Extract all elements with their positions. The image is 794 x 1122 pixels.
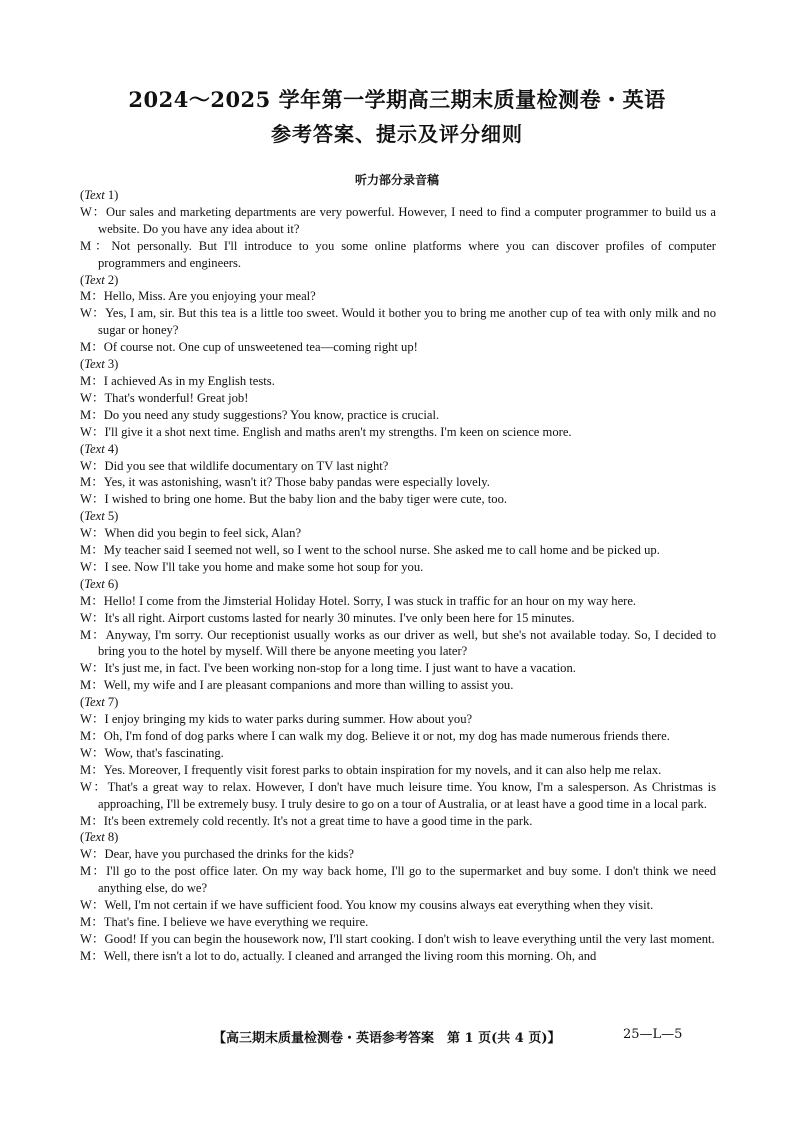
speaker-label: M：	[80, 678, 104, 693]
text-label-word: Text	[84, 576, 105, 591]
dialogue-text: Oh, I'm fond of dog parks where I can walk my dog. Believe it or not, my dog has made numerous friends there.	[103, 729, 670, 743]
dialogue-line	[80, 677, 716, 694]
speaker-label: M：	[80, 593, 104, 608]
dialogue-line	[80, 288, 716, 305]
text-label-word: Text	[84, 188, 105, 202]
dialogue-line	[80, 762, 716, 779]
dialogue-line	[80, 305, 716, 339]
speaker-label: M：	[80, 914, 104, 929]
speaker-label: W：	[80, 661, 105, 676]
document-title: 2024～2025 学年第一学期高三期末质量检测卷・英语	[128, 87, 666, 112]
speaker-label: W：	[80, 492, 105, 507]
dialogue-text: Hello! I come from the Jimsterial Holiday Hotel. Sorry, I was stuck in traffic for an hour on my way here.	[103, 593, 637, 608]
speaker-label: W：	[80, 306, 106, 321]
dialogue-line	[80, 339, 716, 356]
dialogue-text: Wow, that's fascinating.	[104, 745, 224, 760]
speaker-label: W：	[80, 745, 105, 760]
text-label	[80, 356, 716, 373]
dialogue-line	[80, 458, 716, 475]
dialogue-line	[80, 728, 716, 745]
speaker-label: W：	[80, 931, 105, 946]
speaker-label: M：	[80, 238, 112, 253]
speaker-label: M：	[80, 627, 106, 642]
text-label-open: (	[80, 830, 85, 845]
text-label-open: (	[80, 695, 85, 710]
text-label-open: (	[80, 357, 85, 372]
dialogue-line	[80, 610, 716, 627]
dialogue-text: Not personally. But I'll introduce to you some online platforms where you can discover profiles of computer programmers and engineers.	[98, 238, 716, 270]
text-label	[80, 694, 716, 711]
speaker-label: W：	[80, 458, 105, 473]
dialogue-line	[80, 931, 716, 948]
dialogue-text: That's a great way to relax. However, I don't have much leisure time. You know, I'm a salesperson. As Christmas is approaching, I'll be extremely busy. I truly desire to go on a tour of Australia, or at least have a good time in a local park.	[98, 779, 716, 811]
dialogue-text: It's all right. Airport customs lasted for nearly 30 minutes. I've only been here for 15 minutes.	[104, 610, 575, 625]
footer-code: 25—L—5	[623, 1027, 683, 1042]
dialogue-text: I achieved As in my English tests.	[103, 373, 275, 388]
dialogue-line	[80, 813, 716, 830]
speaker-label: M：	[80, 813, 104, 828]
speaker-label: M：	[80, 948, 104, 963]
speaker-label: W：	[80, 424, 105, 439]
speaker-label: W：	[80, 898, 105, 913]
speaker-label: M：	[80, 864, 107, 879]
text-label-open: (	[80, 441, 85, 456]
speaker-label: W：	[80, 559, 105, 574]
dialogue-line	[80, 660, 716, 677]
text-label-word: Text	[84, 272, 105, 287]
dialogue-text: I wished to bring one home. But the baby lion and the baby tiger were cute, too.	[104, 492, 508, 507]
dialogue-text: I enjoy bringing my kids to water parks during summer. How about you?	[104, 712, 473, 727]
listening-transcript	[80, 187, 716, 965]
dialogue-line	[80, 846, 716, 863]
text-label-word: Text	[84, 509, 105, 524]
text-label	[80, 829, 716, 846]
speaker-label: M：	[80, 762, 104, 777]
text-label-word: Text	[84, 441, 105, 456]
dialogue-line	[80, 491, 716, 508]
speaker-label: W：	[80, 712, 105, 727]
dialogue-line	[80, 474, 716, 491]
dialogue-text: Yes. Moreover, I frequently visit forest parks to obtain inspiration for my novels, and it can also help me relax.	[103, 762, 662, 777]
dialogue-line	[80, 525, 716, 542]
dialogue-text: That's wonderful! Great job!	[104, 390, 249, 405]
text-label	[80, 576, 716, 593]
speaker-label: M：	[80, 729, 104, 743]
dialogue-line	[80, 779, 716, 813]
text-label-word: Text	[84, 357, 105, 372]
text-label	[80, 272, 716, 289]
dialogue-text: Our sales and marketing departments are very powerful. However, I need to find a computer programmer to build us a website. Do you have any idea about it?	[98, 204, 716, 236]
dialogue-text: It's just me, in fact. I've been working non-stop for a long time. I just want to have a vacation.	[104, 661, 576, 676]
dialogue-line	[80, 373, 716, 390]
dialogue-text: I'll go to the post office later. On my way back home, I'll go to the supermarket and buy some. I don't think we need anything else, do we?	[98, 864, 716, 896]
dialogue-line	[80, 745, 716, 762]
speaker-label: W：	[80, 526, 105, 541]
dialogue-text: I see. Now I'll take you home and make some hot soup for you.	[104, 559, 424, 574]
text-label	[80, 441, 716, 458]
dialogue-line	[80, 238, 716, 272]
text-label-number: 2)	[104, 272, 119, 287]
text-label-word: Text	[84, 695, 105, 710]
text-label-number: 3)	[104, 357, 119, 372]
dialogue-text: Hello, Miss. Are you enjoying your meal?	[103, 289, 316, 304]
speaker-label: M：	[80, 340, 104, 355]
text-label-number: 4)	[104, 441, 119, 456]
speaker-label: W：	[80, 779, 108, 794]
dialogue-text: Anyway, I'm sorry. Our receptionist usually works as our driver as well, but she's not available today. So, I decided to bring you to the hotel by myself. Will there be anyone meeting you later?	[98, 627, 716, 659]
section-title: 听力部分录音稿	[354, 173, 439, 187]
dialogue-text: Good! If you can begin the housework now, I'll start cooking. I don't wish to leave everything until the very last moment.	[104, 931, 715, 946]
dialogue-line	[80, 863, 716, 897]
speaker-label: W：	[80, 204, 106, 219]
speaker-label: W：	[80, 610, 105, 625]
dialogue-text: Of course not. One cup of unsweetened tea—coming right up!	[103, 340, 418, 355]
dialogue-line	[80, 948, 716, 965]
dialogue-line	[80, 627, 716, 661]
speaker-label: M：	[80, 407, 104, 422]
dialogue-text: Well, I'm not certain if we have sufficient food. You know my cousins always eat everything when they visit.	[104, 898, 654, 913]
speaker-label: M：	[80, 475, 104, 490]
speaker-label: M：	[80, 289, 104, 304]
dialogue-text: That's fine. I believe we have everything we require.	[103, 914, 369, 929]
dialogue-line	[80, 897, 716, 914]
dialogue-text: Dear, have you purchased the drinks for the kids?	[104, 847, 355, 862]
dialogue-line	[80, 593, 716, 610]
dialogue-line	[80, 559, 716, 576]
dialogue-text: My teacher said I seemed not well, so I went to the school nurse. She asked me to call home and be picked up.	[103, 543, 660, 558]
text-label-open: (	[80, 272, 85, 287]
dialogue-text: Did you see that wildlife documentary on TV last night?	[104, 458, 389, 473]
text-label-open: (	[80, 576, 85, 591]
dialogue-text: Yes, it was astonishing, wasn't it? Those baby pandas were especially lovely.	[103, 475, 490, 490]
text-label	[80, 187, 716, 204]
dialogue-line	[80, 711, 716, 728]
speaker-label: W：	[80, 390, 105, 405]
dialogue-line	[80, 390, 716, 407]
text-label-number: 6)	[104, 576, 119, 591]
dialogue-text: Do you need any study suggestions? You know, practice is crucial.	[103, 407, 440, 422]
dialogue-text: Well, there isn't a lot to do, actually. I cleaned and arranged the living room this morning. Oh, and	[103, 948, 597, 963]
text-label-number: 1)	[104, 188, 119, 202]
text-label-open: (	[80, 509, 85, 524]
dialogue-text: It's been extremely cold recently. It's not a great time to have a good time in the park.	[103, 813, 533, 828]
text-label-open: (	[80, 188, 85, 202]
text-label-number: 5)	[104, 509, 119, 524]
text-label-number: 7)	[104, 695, 119, 710]
text-label-number: 8)	[104, 830, 119, 845]
dialogue-line	[80, 542, 716, 559]
dialogue-text: Yes, I am, sir. But this tea is a little too sweet. Would it bother you to bring me another cup of tea with only milk and no sugar or honey?	[98, 306, 716, 338]
speaker-label: W：	[80, 847, 105, 862]
dialogue-text: When did you begin to feel sick, Alan?	[104, 526, 302, 541]
document-subtitle: 参考答案、提示及评分细则	[271, 122, 523, 146]
speaker-label: M：	[80, 373, 104, 388]
dialogue-line	[80, 204, 716, 238]
dialogue-text: Well, my wife and I are pleasant companions and more than willing to assist you.	[103, 678, 514, 693]
footer-page-info: 【高三期末质量检测卷・英语参考答案 第 1 页(共 4 页)】	[213, 1031, 561, 1046]
dialogue-line	[80, 914, 716, 931]
dialogue-line	[80, 424, 716, 441]
text-label	[80, 508, 716, 525]
speaker-label: M：	[80, 543, 104, 558]
dialogue-text: I'll give it a shot next time. English and maths aren't my strengths. I'm keen on science more.	[104, 424, 572, 439]
text-label-word: Text	[84, 830, 105, 845]
dialogue-line	[80, 407, 716, 424]
